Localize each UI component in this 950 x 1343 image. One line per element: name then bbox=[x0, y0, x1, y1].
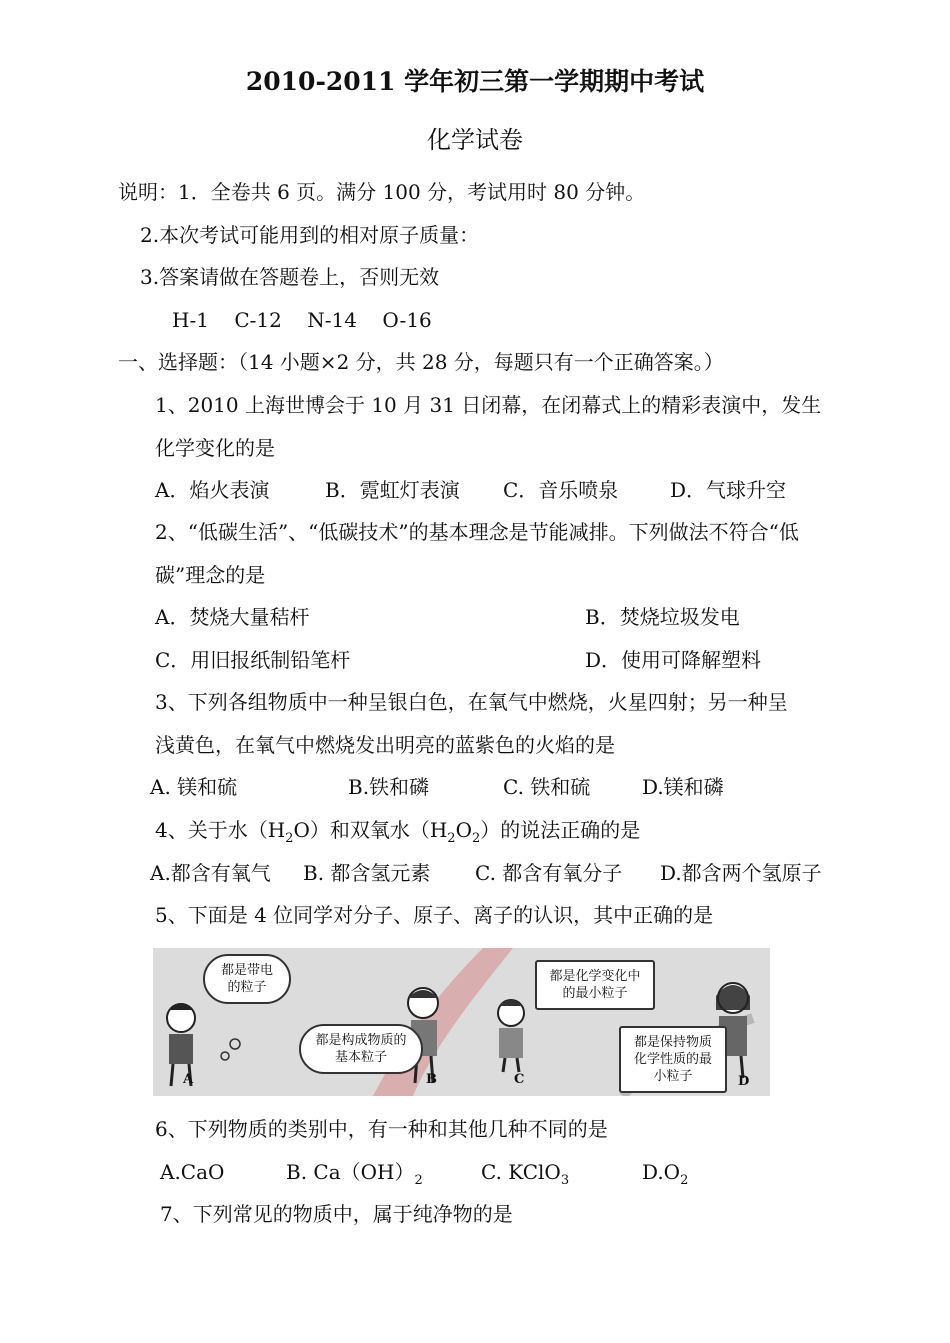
label-a: A bbox=[183, 1072, 194, 1087]
q4-stem: 4、关于水$(H_2O)$和双氧水$(H_2O_2)$的说法正确的是 bbox=[155, 818, 641, 846]
instruction-line-1: 说明：1．全卷共 6 页。满分 100 分，考试用时 80 分钟。 bbox=[118, 180, 646, 204]
label-b: B bbox=[426, 1072, 437, 1087]
q4-option-c: C. 都含有氧分子 bbox=[475, 861, 623, 885]
q3-option-b: B.铁和磷 bbox=[348, 775, 430, 799]
q1-option-d: D．气球升空 bbox=[670, 478, 787, 502]
section-heading: 一、选择题：（14 小题×2 分，共 28 分，每题只有一个正确答案。） bbox=[118, 350, 724, 374]
q1-option-a: A．焰火表演 bbox=[155, 478, 270, 502]
q2-option-b: B．焚烧垃圾发电 bbox=[585, 605, 740, 629]
q2-stem-line2: 碳”理念的是 bbox=[155, 563, 266, 587]
q6-option-d: $D.O_2$ bbox=[642, 1160, 689, 1188]
q3-option-d: D.镁和磷 bbox=[642, 775, 724, 799]
bubble-b: 都是构成物质的基本粒子 bbox=[299, 1024, 423, 1074]
q2-option-a: A．焚烧大量秸杆 bbox=[155, 605, 310, 629]
q3-option-a: A. 镁和硫 bbox=[150, 775, 238, 799]
label-c: C bbox=[514, 1072, 525, 1087]
q3-option-c: C. 铁和硫 bbox=[503, 775, 591, 799]
exam-subtitle: 化学试卷 bbox=[427, 126, 523, 154]
q3-stem-line1: 3、下列各组物质中一种呈银白色，在氧气中燃烧，火星四射；另一种呈 bbox=[155, 690, 788, 714]
q3-stem-line2: 浅黄色，在氧气中燃烧发出明亮的蓝紫色的火焰的是 bbox=[155, 733, 615, 757]
exam-title: 2010-2011 学年初三第一学期期中考试 bbox=[245, 67, 705, 96]
q2-stem-line1: 2、“低碳生活”、“低碳技术”的基本理念是节能减排。下列做法不符合“低 bbox=[155, 520, 799, 544]
q4-option-b: B. 都含氢元素 bbox=[303, 861, 431, 885]
q6-option-b: B. $Ca(OH)_2$ bbox=[286, 1160, 423, 1188]
instruction-line-3: 3.答案请做在答题卷上，否则无效 bbox=[140, 265, 440, 289]
q1-option-c: C．音乐喷泉 bbox=[503, 478, 619, 502]
q1-stem-line2: 化学变化的是 bbox=[155, 436, 275, 460]
q6-option-c: C. KClO$_3$ bbox=[481, 1160, 570, 1188]
q7-stem: 7、下列常见的物质中，属于纯净物的是 bbox=[160, 1202, 513, 1226]
q4-option-d: D.都含两个氢原子 bbox=[660, 861, 822, 885]
q4-option-a: A.都含有氧气 bbox=[150, 861, 271, 885]
instruction-line-2: 2.本次考试可能用到的相对原子质量： bbox=[140, 223, 480, 247]
atomic-masses: H-1 C-12 N-14 O-16 bbox=[172, 308, 432, 332]
q1-option-b: B．霓虹灯表演 bbox=[325, 478, 460, 502]
q2-option-c: C．用旧报纸制铅笔杆 bbox=[155, 648, 351, 672]
q5-cartoon-figure bbox=[153, 948, 770, 1096]
q6-stem: 6、下列物质的类别中，有一种和其他几种不同的是 bbox=[155, 1117, 608, 1141]
label-d: D bbox=[738, 1074, 750, 1089]
bubble-d: 都是保持物质化学性质的最小粒子 bbox=[619, 1026, 727, 1093]
bubble-a: 都是带电的粒子 bbox=[203, 954, 291, 1004]
student-a-figure bbox=[167, 1003, 240, 1086]
q6-option-a: A.CaO bbox=[160, 1160, 225, 1184]
q5-stem: 5、下面是 4 位同学对分子、原子、离子的认识，其中正确的是 bbox=[155, 903, 714, 927]
bubble-c: 都是化学变化中的最小粒子 bbox=[535, 960, 655, 1010]
q2-option-d: D．使用可降解塑料 bbox=[585, 648, 762, 672]
q1-stem-line1: 1、2010 上海世博会于 10 月 31 日闭幕，在闭幕式上的精彩表演中，发生 bbox=[155, 393, 822, 417]
student-c-figure bbox=[498, 1000, 524, 1072]
